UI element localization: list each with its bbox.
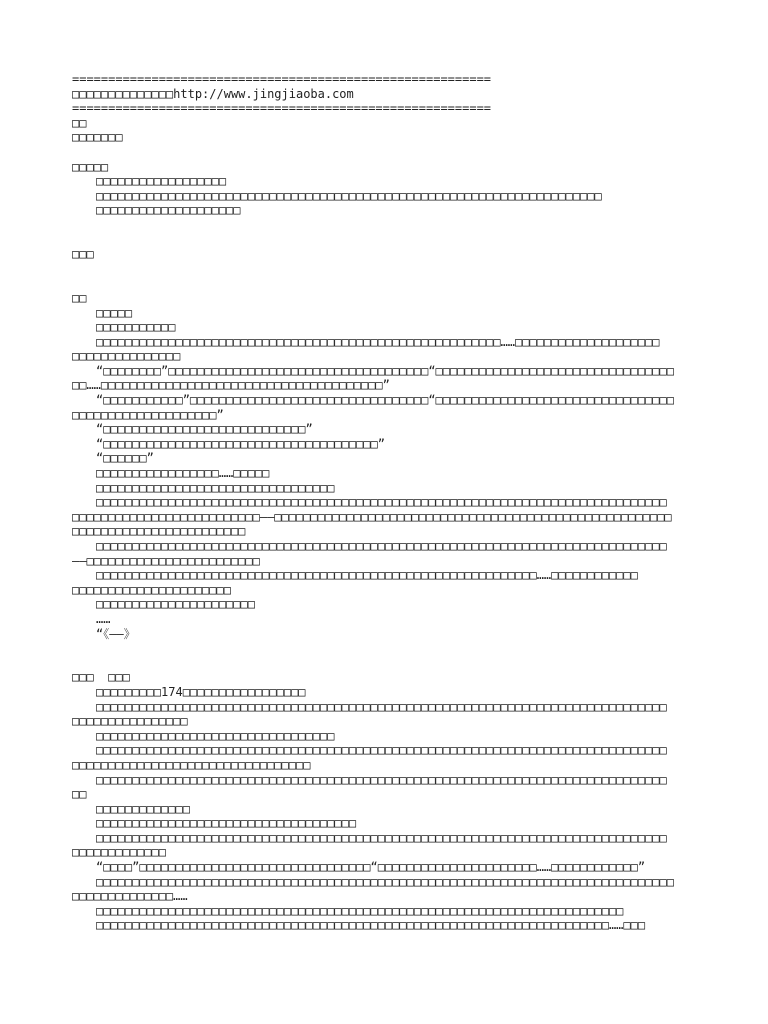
section4-text-line: □□□□□□□□□□□□□□□□□□□□□□□□□□□□□□□□□□□□□□□□□□□□□□□□□□□□□□□□□□□□□□□□□□□□□□□□□ xyxy=(96,903,624,918)
section4-text-line: □□□□□□□□□□□□□ xyxy=(72,845,166,860)
document-page xyxy=(72,72,712,933)
section3-text-line: □□□□□□□□□□□□□□□□□□□□□□□□□□□□□□□□□ xyxy=(96,480,335,495)
header-rule-top: ========================================================== xyxy=(72,72,492,86)
section4-text-line: □□□□□□□□□□□□□□□□□□□□□□□□□□□□□□□□□□□□□□□□□□□□□□□□□□□□□□□□□□□□□□□□□□□□□□□□□□□□□□□ xyxy=(96,743,667,758)
section4-text-line: □□□□□□□□□□□□□□□□ xyxy=(72,714,188,729)
section3-text-line: □□□□□□□□□□□□□□□□□□□□□□□□ xyxy=(72,524,246,539)
section3-text-line: □□……□□□□□□□□□□□□□□□□□□□□□□□□□□□□□□□□□□□□□□□” xyxy=(72,378,390,393)
section3-heading: □□ xyxy=(72,290,87,305)
section3-text-line: □□□□□□□□□□□□□□□□□□□□□□□□□□□□□□□□□□□□□□□□□□□□□□□□□□□□□□□□□□□□□□□□□□□□□□□□□□□□□□□ xyxy=(96,539,667,553)
section4-text-line: □□□□□□□□□□□□□□□□□□□□□□□□□□□□□□□□□□□□□□□□□□□□□□□□□□□□□□□□□□□□□□□□□□□□□□□……□□□ xyxy=(96,918,646,933)
section3-body xyxy=(72,306,712,642)
section3-text-line: □□□□□□□□□□□ xyxy=(96,320,176,335)
section4-text-line: □□□□□□□□□174□□□□□□□□□□□□□□□□□ xyxy=(96,684,306,699)
section4-text-line: “□□□□”□□□□□□□□□□□□□□□□□□□□□□□□□□□□□□□□“□□□□□□□□□□□□□□□□□□□□□□……□□□□□□□□□□□□” xyxy=(96,860,646,875)
section1-paragraph: □□□□□□□□□□□□□□□□□□ xyxy=(96,174,227,189)
section3-text-line: □□□□□□□□□□□□□□□□□□□□□□ xyxy=(96,597,255,612)
section3-text-line: □□□□□□□□□□□□□□□□□□□□” xyxy=(72,407,224,422)
section4-text-line: □□ xyxy=(72,787,87,802)
section3-text-line: □□□□□ xyxy=(96,305,133,320)
section3-text-line: “□□□□□□” xyxy=(96,451,154,466)
section4-text-line: □□□□□□□□□□□□□□…… xyxy=(72,889,188,904)
intro-line-1: □□ xyxy=(72,115,87,130)
section4-body xyxy=(72,685,712,933)
header-rule-bottom: ========================================================== xyxy=(72,101,492,116)
section4-text-line: □□□□□□□□□□□□□□□□□□□□□□□□□□□□□□□□□□□□□□□□□□□□□□□□□□□□□□□□□□□□□□□□□□□□□□□□□□□□□□□□ xyxy=(96,874,674,889)
section3-text-line: □□□□□□□□□□□□□□□□□……□□□□□ xyxy=(96,466,270,481)
section3-text-line: ——□□□□□□□□□□□□□□□□□□□□□□□□ xyxy=(72,553,260,568)
section3-text-line: □□□□□□□□□□□□□□□□□□□□□□□□□□□□□□□□□□□□□□□□□□□□□□□□□□□□□□□□……□□□□□□□□□□□□□□□□□□□□ xyxy=(96,334,660,349)
section4-text-line: □□□□□□□□□□□□□□□□□□□□□□□□□□□□□□□□□□□□□□□□□□□□□□□□□□□□□□□□□□□□□□□□□□□□□□□□□□□□□□□ xyxy=(96,830,667,845)
section4-text-line: □□□□□□□□□□□□□ xyxy=(96,801,190,816)
section1-heading: □□□□□ xyxy=(72,159,109,174)
section4-text-line: □□□□□□□□□□□□□□□□□□□□□□□□□□□□□□□□□ xyxy=(96,728,335,743)
section3-text-line: □□□□□□□□□□□□□□□□□□□□□□ xyxy=(72,582,231,597)
section1-paragraph: □□□□□□□□□□□□□□□□□□□□□□□□□□□□□□□□□□□□□□□□□□□□□□□□□□□□□□□□□□□□□□□□□□□□□□ xyxy=(96,188,602,203)
section4-text-line: □□□□□□□□□□□□□□□□□□□□□□□□□□□□□□□□□□□□□□□□□□□□□□□□□□□□□□□□□□□□□□□□□□□□□□□□□□□□□□□ xyxy=(96,699,667,714)
header-site-line: □□□□□□□□□□□□□□http://www.jingjiaoba.com xyxy=(72,86,354,101)
intro-line-2: □□□□□□□ xyxy=(72,130,123,145)
section3-text-line: “□□□□□□□□□□□”□□□□□□□□□□□□□□□□□□□□□□□□□□□□□□□□□“□□□□□□□□□□□□□□□□□□□□□□□□□□□□□□□□□ xyxy=(96,393,674,408)
section3-text-line: “□□□□□□□□□□□□□□□□□□□□□□□□□□□□□□□□□□□□□□” xyxy=(96,436,385,451)
section3-text-line: □□□□□□□□□□□□□□□ xyxy=(72,349,181,364)
section3-text-line: “□□□□□□□□”□□□□□□□□□□□□□□□□□□□□□□□□□□□□□□□□□□□□“□□□□□□□□□□□□□□□□□□□□□□□□□□□□□□□□□ xyxy=(96,363,674,378)
section1-paragraph: □□□□□□□□□□□□□□□□□□□□ xyxy=(96,203,241,218)
section4-text-line: □□□□□□□□□□□□□□□□□□□□□□□□□□□□□□□□□ xyxy=(72,757,311,772)
section3-text-line: □□□□□□□□□□□□□□□□□□□□□□□□□□□□□□□□□□□□□□□□□□□□□□□□□□□□□□□□□□□□□□□□□□□□□□□□□□□□□□□ xyxy=(96,495,667,510)
section3-text-line: “《——》 xyxy=(96,626,136,641)
section3-text-line: □□□□□□□□□□□□□□□□□□□□□□□□□□□□□□□□□□□□□□□□□□□□□□□□□□□□□□□□□□□□□……□□□□□□□□□□□□ xyxy=(96,568,638,583)
section4-text-line: □□□□□□□□□□□□□□□□□□□□□□□□□□□□□□□□□□□□□□□□□□□□□□□□□□□□□□□□□□□□□□□□□□□□□□□□□□□□□□□ xyxy=(96,772,667,787)
section4-heading: □□□ □□□ xyxy=(72,670,130,685)
section3-text-line: “□□□□□□□□□□□□□□□□□□□□□□□□□□□□” xyxy=(96,422,313,437)
section4-text-line: □□□□□□□□□□□□□□□□□□□□□□□□□□□□□□□□□□□□ xyxy=(96,816,357,831)
section2-heading: □□□ xyxy=(72,247,94,262)
section3-text-line: …… xyxy=(96,611,111,626)
section3-text-line: □□□□□□□□□□□□□□□□□□□□□□□□□□——□□□□□□□□□□□□□□□□□□□□□□□□□□□□□□□□□□□□□□□□□□□□□□□□□□□□□□□ xyxy=(72,509,672,524)
